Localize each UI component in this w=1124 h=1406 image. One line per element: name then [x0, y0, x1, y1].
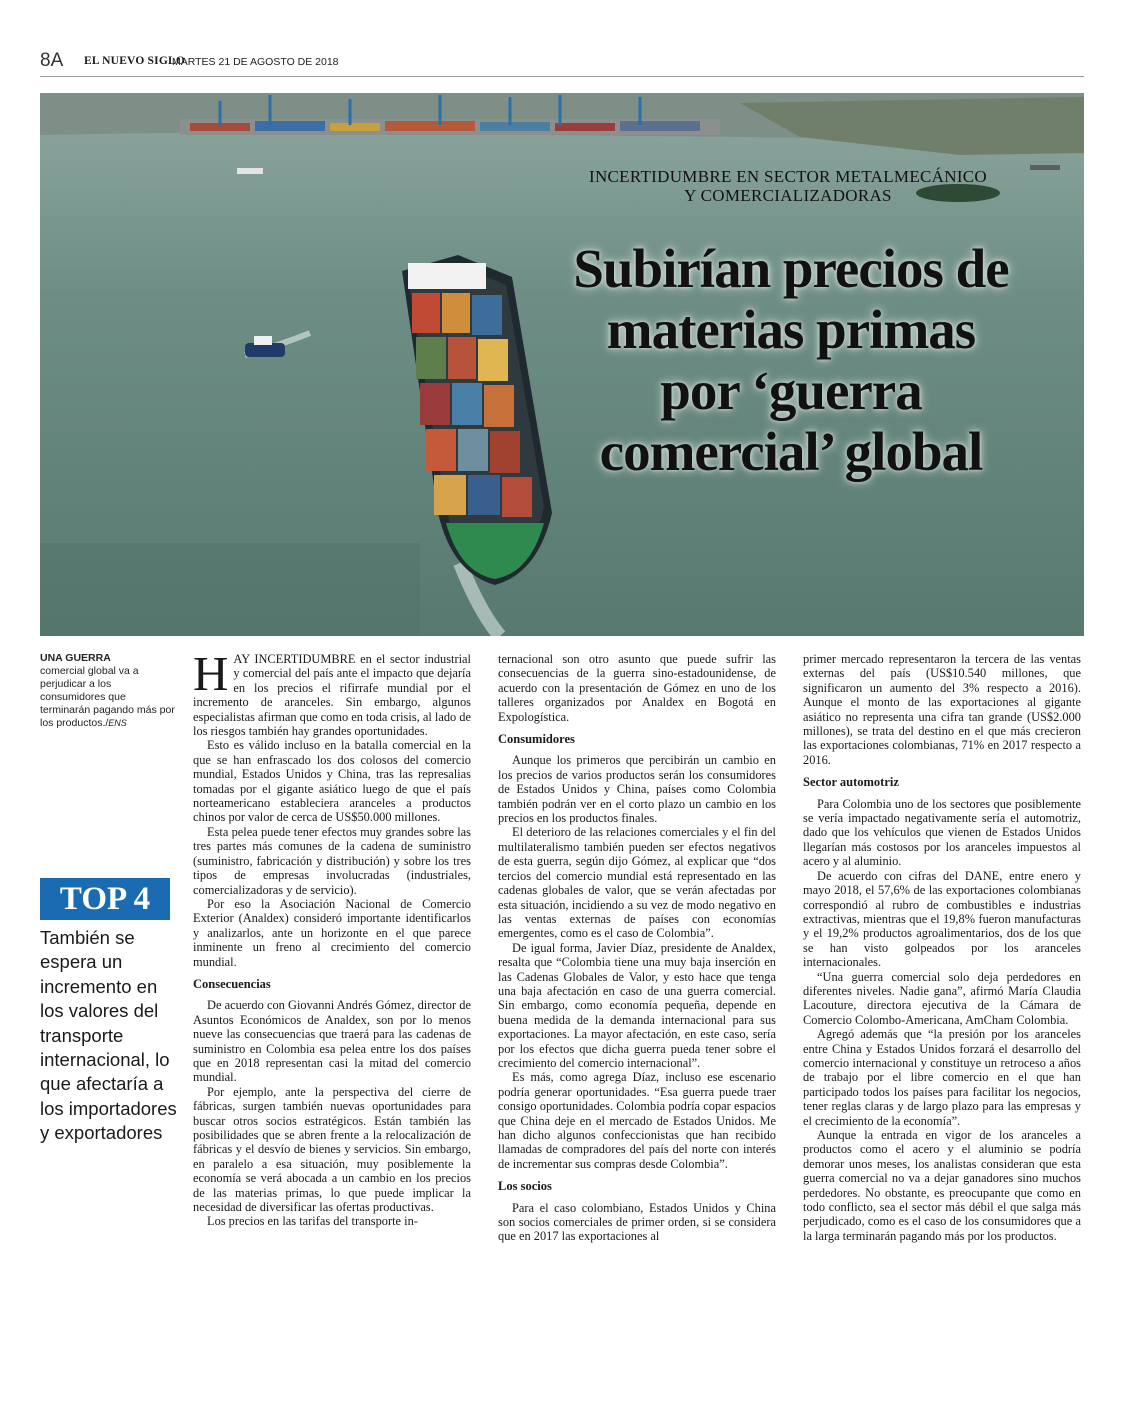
subheading: Sector automotriz [803, 775, 899, 790]
paragraph: ternacional son otro asunto que puede sufrir las consecuencias de la guerra sino-estadounidense, de acuerdo con la presentación de Gómez en uno de los talleres organizados por Analdex en Bogotá en Expologística. [498, 652, 776, 724]
article-headline [546, 238, 1036, 482]
paragraph: Aunque la entrada en vigor de los aranceles a productos como el acero y el aluminio se podría demorar unos meses, los analistas consideran que esta guerra comercial no va a dejar ganadores sino muchos perdedores. No obstante, es preocupante que como en todo conflicto, sea el sector más débil el que salga más perjudicado, como es el caso de los consumidores que a la larga terminarán pagando más por los productos. [803, 1128, 1081, 1243]
caption-title: UNA GUERRA [40, 652, 111, 664]
article-column-3 [803, 652, 1081, 1243]
caption-text: comercial global va a perjudicar a los consumidores que terminarán pagando más por los productos./ [40, 665, 175, 729]
photo-credit: ENS [108, 718, 127, 728]
paragraph: Es más, como agrega Díaz, incluso ese escenario podría generar oportunidades. “Esa guerra puede traer consigo oportunidades. Colombia podría copar espacios que China deje en el mercado de Estados Unidos. Me han dicho algunos confeccionistas que han recibido llamadas de compradores del país del norte con interés de incrementar sus compras desde Colombia”. [498, 1070, 776, 1171]
paragraph: Aunque los primeros que percibirán un cambio en los precios de varios productos serán los consumidores de Estados Unidos y China, países como Colombia también podrán ver en el corto plazo un cambio en los precios en los productos finales. [498, 753, 776, 826]
subheading: Los socios [498, 1179, 552, 1194]
paragraph: Los precios en las tarifas del transporte in- [207, 1214, 418, 1229]
page-header [40, 50, 1084, 77]
paragraph: Por ejemplo, ante la perspectiva del cierre de fábricas, surgen también nuevas oportunidades para buscar otros socios estratégicos. Están también las posibilidades que se abren frente a la relocalización de fábricas y el desvío de bienes y servicios. Sin embargo, en paralelo a esa situación, muy posiblemente la economía se verá abocada a un cambio en los precios de las materias primas, lo que puede implicar la necesidad de diversificar las ofertas productivas. [193, 1084, 471, 1215]
headline-line: materias primas [606, 299, 976, 360]
paragraph: “Una guerra comercial solo deja perdedores en diferentes niveles. Nadie gana”, afirmó María Claudia Lacouture, directora ejecutiva de la Cámara de Comercio Colombo-Americana, AmCham Colombia. [803, 969, 1081, 1027]
paragraph: primer mercado representaron la tercera de las ventas externas del país (US$10.540 millones, que significaron un aumento del 3% respecto a 2016). Aunque el monto de las exportaciones al gigante asiático no representa una cifra tan grande (US$2.000 millones), se trata del destino en el que más crecieron las exportaciones colombianas, 71% en 2017 respecto a 2016. [803, 652, 1081, 767]
paragraph: Agregó además que “la presión por los aranceles entre China y Estados Unidos forzará el desarrollo del comercio internacional y constituye un retroceso a años de trabajo por el libre comercio en el que han participado todos los países para facilitar los negocios, tener reglas claras y de largo plazo para las empresas y el crecimiento de la economía”. [803, 1027, 1081, 1128]
photo-caption [40, 652, 175, 730]
lead-paragraph [193, 646, 472, 739]
lead-text: AY INCERTIDUMBRE en el sector industrial y comercial del país ante el impacto que dejaría en los precios el rifirrafe mundial por el incremento de aranceles. Sin embargo, algunos especialistas afirman que como en toda crisis, al lado de los riesgos también hay grandes oportunidades. [193, 652, 472, 739]
article-column-2 [498, 652, 776, 1244]
article-column-1 [193, 646, 472, 1229]
top4-text: También se espera un incremento en los valores del transporte internacional, lo que afectaría a los importadores y exportadores [40, 927, 177, 1144]
paragraph: Para el caso colombiano, Estados Unidos y China son socios comerciales de primer orden, si se considera que en 2017 las exportaciones al [498, 1200, 776, 1244]
headline-line: comercial’ global [599, 421, 983, 482]
article-kicker [556, 167, 1020, 205]
paragraph: Por eso la Asociación Nacional de Comercio Exterior (Analdex) consideró importante identificarlos y analizarlos, ante un horizonte en el que parece inminente un freno al crecimiento del comercio mundial. [193, 896, 471, 969]
publication-date: MARTES 21 DE AGOSTO DE 2018 [172, 56, 339, 68]
kicker-line: Y COMERCIALIZADORAS [684, 186, 892, 205]
subheading: Consumidores [498, 732, 575, 747]
paragraph: Esta pelea puede tener efectos muy grandes sobre las tres partes más comunes de la cadena de suministro (suministro, fabricación y distribución) y sobre los tres tipos de empresas involucradas (industriales, comercializadoras y de servicio). [193, 824, 471, 897]
paragraph: El deterioro de las relaciones comerciales y el fin del multilateralismo también pueden ser efectos negativos de esta guerra, según dijo Gómez, al explicar que “dos tercios del comercio mundial está representado en las cadenas globales de valor, que se verán afectadas por esta situación, incidiendo a su vez de modo negativo en las ventas externas de países con economías emergentes, como es el caso de Colombia”. [498, 825, 776, 941]
kicker-line: INCERTIDUMBRE EN SECTOR METALMECÁNICO [589, 167, 987, 186]
drop-cap: H [193, 646, 229, 701]
headline-line: por ‘guerra [660, 360, 922, 421]
page-number: 8A [40, 50, 64, 71]
paragraph: De acuerdo con Giovanni Andrés Gómez, director de Asuntos Económicos de Analdex, son por lo menos nueve las consecuencias que traerá para las cadenas de suministro en Colombia esa pelea entre los dos países que en 2018 representan casi la mitad del comercio mundial. [193, 998, 471, 1085]
top4-badge: TOP 4 [40, 878, 170, 920]
paragraph: Esto es válido incluso en la batalla comercial en la que se han enfrascado los dos colosos del comercio mundial, Estados Unidos y China, tras las represalias tomadas por el gigante asiático luego de que el país norteamericano estableciera aranceles a productos chinos por valor de cerca de US$50.000 millones. [193, 738, 471, 825]
headline-line: Subirían precios de [573, 238, 1009, 299]
paragraph: De acuerdo con cifras del DANE, entre enero y mayo 2018, el 57,6% de las exportaciones colombianas correspondió al rubro de combustibles e industrias extractivas, mientras que el 19,8% fueron manufacturas y el 19,2% productos agroalimentarios, dos de los que se han visto golpeados por los aranceles internacionales. [803, 868, 1081, 970]
paragraph: Para Colombia uno de los sectores que posiblemente se vería impactado negativamente sería el automotriz, dado que los vehículos que vienen de Estados Unidos llegarían más costosos por los aranceles impuestos al acero y al aluminio. [803, 796, 1081, 869]
subheading: Consecuencias [193, 976, 271, 991]
article-body [193, 646, 1085, 1352]
paragraph: De igual forma, Javier Díaz, presidente de Analdex, resalta que “Colombia tiene una muy baja inserción en las Cadenas Globales de Valor, y esto hace que tenga una baja afectación en caso de una guerra comercial. Sin embargo, como economía pequeña, depende en buena medida de la demanda internacional para sus exportaciones. La mayor afectación, en este caso, sería por los efectos que dicha guerra pueda tener sobre el crecimiento del comercio internacional”. [498, 940, 776, 1070]
newspaper-name: EL NUEVO SIGLO [84, 55, 185, 67]
